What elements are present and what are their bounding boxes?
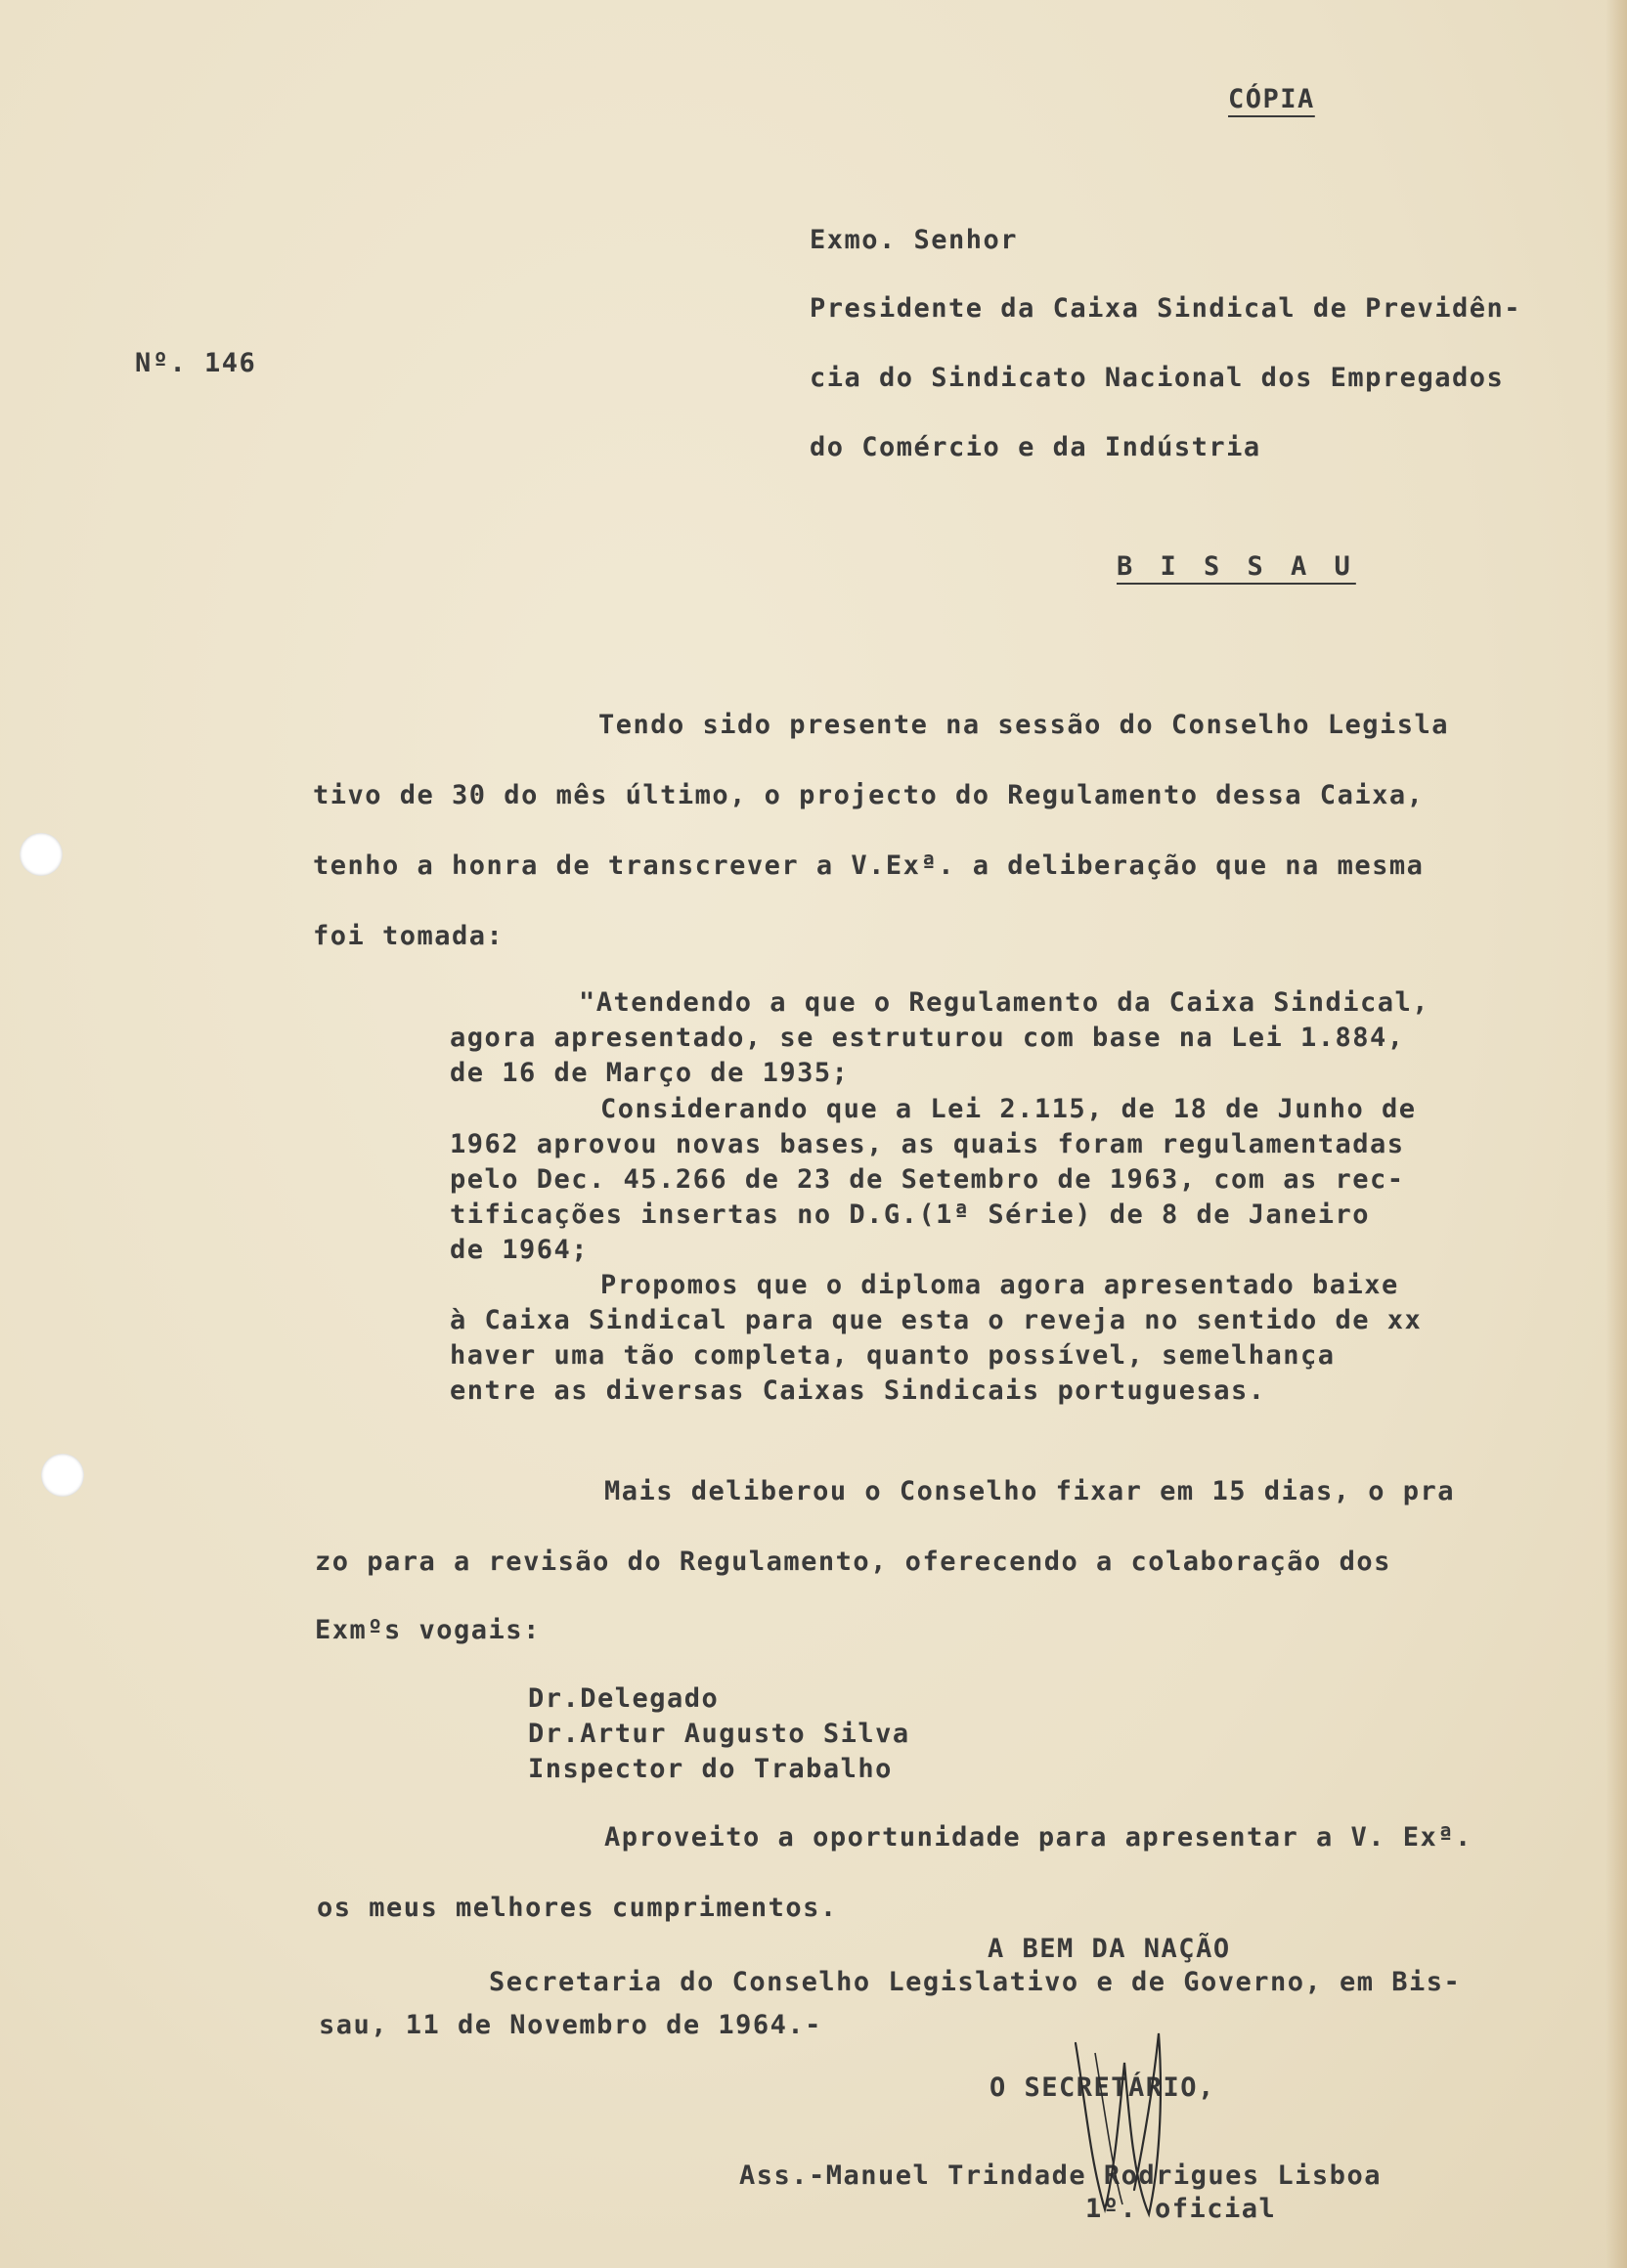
quote-line: tificações insertas no D.G.(1ª Série) de 8 de Janeiro <box>450 1199 1371 1230</box>
addressee-line: Presidente da Caixa Sindical de Previdên- <box>810 293 1521 324</box>
addressee-city: B I S S A U <box>1117 551 1356 582</box>
closing-motto: A BEM DA NAÇÃO <box>988 1934 1231 1964</box>
body-line: zo para a revisão do Regulamento, oferecendo a colaboração dos <box>315 1547 1391 1577</box>
quote-line: de 1964; <box>450 1235 590 1265</box>
quote-line: 1962 aprovou novas bases, as quais foram regulamentadas <box>450 1129 1405 1159</box>
addressee-line: do Comércio e da Indústria <box>810 432 1261 462</box>
punch-hole-bottom <box>41 1454 84 1497</box>
body-line: Mais deliberou o Conselho fixar em 15 dias, o pra <box>604 1476 1456 1506</box>
quote-line: de 16 de Março de 1935; <box>450 1058 850 1088</box>
body-line: tivo de 30 do mês último, o projecto do Regulamento dessa Caixa, <box>313 780 1425 810</box>
vogal-item: Dr.Delegado <box>528 1683 720 1714</box>
signatory-name: Ass.-Manuel Trindade Rodrigues Lisboa <box>739 2160 1382 2191</box>
body-line: foi tomada: <box>313 921 505 951</box>
body-line: os meus melhores cumprimentos. <box>317 1893 838 1923</box>
quote-line: Propomos que o diploma agora apresentado baixe <box>600 1270 1399 1300</box>
body-line: Tendo sido presente na sessão do Conselho Legisla <box>598 710 1450 740</box>
copy-header: CÓPIA <box>1228 84 1315 114</box>
handwritten-signature <box>1066 2024 1183 2219</box>
body-line: tenho a honra de transcrever a V.Exª. a deliberação que na mesma <box>313 850 1425 881</box>
quote-line: haver uma tão completa, quanto possível, semelhança <box>450 1340 1336 1371</box>
quote-line: à Caixa Sindical para que esta o reveja no sentido de xx <box>450 1305 1423 1335</box>
document-number: Nº. 146 <box>135 348 257 378</box>
secretary-title: O SECRETÁRIO, <box>989 2072 1215 2103</box>
vogal-item: Inspector do Trabalho <box>528 1754 893 1784</box>
addressee-line: cia do Sindicato Nacional dos Empregados <box>810 363 1505 393</box>
paper-edge <box>1605 0 1627 2268</box>
vogal-item: Dr.Artur Augusto Silva <box>528 1719 910 1749</box>
closing-place: Secretaria do Conselho Legislativo e de Governo, em Bis- <box>489 1967 1462 1997</box>
body-line: Exmºs vogais: <box>315 1615 541 1645</box>
quote-line: pelo Dec. 45.266 de 23 de Setembro de 1963, com as rec- <box>450 1164 1405 1195</box>
punch-hole-top <box>20 833 63 876</box>
addressee-salutation: Exmo. Senhor <box>810 225 1019 255</box>
quote-line: agora apresentado, se estruturou com base na Lei 1.884, <box>450 1023 1405 1053</box>
quote-line: entre as diversas Caixas Sindicais portuguesas. <box>450 1375 1266 1406</box>
closing-date: sau, 11 de Novembro de 1964.- <box>319 2010 822 2040</box>
body-line: Aproveito a oportunidade para apresentar a V. Exª. <box>604 1822 1473 1853</box>
quote-line: "Atendendo a que o Regulamento da Caixa Sindical, <box>579 987 1430 1018</box>
quote-line: Considerando que a Lei 2.115, de 18 de Junho de <box>600 1094 1417 1124</box>
signatory-rank: 1º. oficial <box>1085 2194 1277 2224</box>
